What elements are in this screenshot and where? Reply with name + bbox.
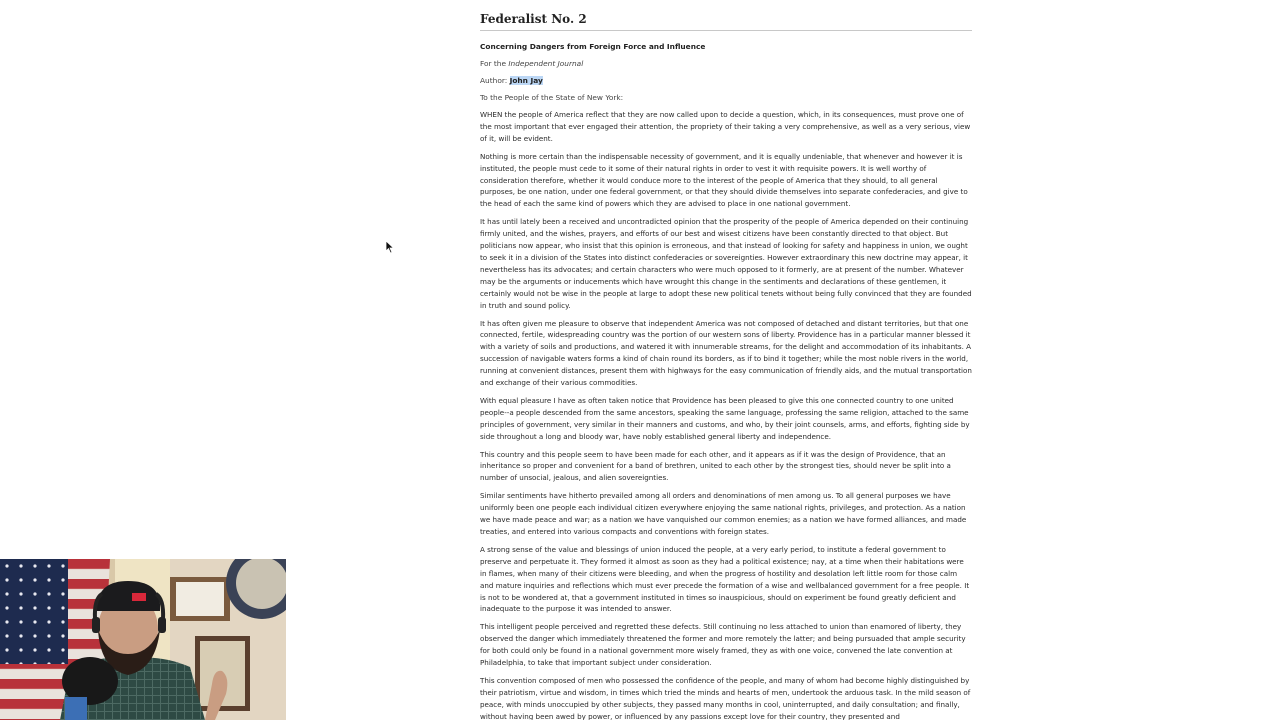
page-title: Federalist No. 2 xyxy=(480,0,972,31)
article-subtitle: Concerning Dangers from Foreign Force and Influence xyxy=(480,42,706,51)
publication-name: Independent Journal xyxy=(508,59,584,68)
paragraph: With equal pleasure I have as often taken notice that Providence has been pleased to give this one connected country to one united people--a people descended from the same ancestors, speaking the same language, professing the same religion, attached to the same principles of government, very similar in their manners and customs, and who, by their joint counsels, arms, and efforts, fighting side by side throughout a long and bloody war, have nobly established general liberty and independence. xyxy=(480,395,970,441)
paragraph: WHEN the people of America reflect that they are now called upon to decide a question, which, in its consequences, must prove one of the most important that ever engaged their attention, the propriety of their taking a very comprehensive, as well as a very serious, view of it, will be evident. xyxy=(480,110,971,143)
paragraph: It has until lately been a received and uncontradicted opinion that the prosperity of the people of America depended on their continuing firmly united, and the wishes, prayers, and efforts of our best and wisest citizens have been constantly directed to that object. But politicians now appear, who insist that this opinion is erroneous, and that instead of looking for safety and happiness in union, we ought to seek it in a division of the States into distinct confederacies or sovereignties. However extraordinary this new doctrine may appear, it nevertheless has its advocates; and certain characters who were much opposed to it formerly, are at present of the number. Whatever may be the arguments or inducements which have wrought this change in the sentiments and declarations of these gentlemen, it certainly would not be wise in the people at large to adopt these new political tenets without being fully convinced that they are founded in truth and sound policy. xyxy=(480,217,972,310)
paragraph: Nothing is more certain than the indispensable necessity of government, and it is equally undeniable, that whenever and however it is instituted, the people must cede to it some of their natural rights in order to vest it with requisite powers. It is well worthy of consideration therefore, whether it would conduce more to the interest of the people of America that they should, to all general purposes, be one nation, under one federal government, or that they should divide themselves into separate confederacies, and give to the head of each the same kind of powers which they are advised to place in one national government. xyxy=(480,151,968,209)
publication-prefix: For the xyxy=(480,59,509,68)
paragraph: This convention composed of men who possessed the confidence of the people, and many of whom had become highly distinguished by their patriotism, virtue and wisdom, in times which tried the minds and hearts of men, undertook the arduous task. In the mild season of peace, with minds unoccupied by other subjects, they passed many months in cool, uninterrupted, and daily consultation; and finally, without having been awed by power, or influenced by any passions except love for their country, they presented and xyxy=(480,675,971,720)
paragraph: It has often given me pleasure to observe that independent America was not composed of detached and distant territories, but that one connected, fertile, widespreading country was the portion of our western sons of liberty. Providence has in a particular manner blessed it with a variety of soils and productions, and watered it with innumerable streams, for the delight and accommodation of its inhabitants. A succession of navigable waters forms a kind of chain round its borders, as if to bind it together; while the most noble rivers in the world, running at convenient distances, present them with highways for the easy communication of friendly aids, and the mutual transportation and exchange of their various commodities. xyxy=(480,318,972,388)
webcam-overlay xyxy=(0,559,286,720)
paragraph: Similar sentiments have hitherto prevailed among all orders and denominations of men among us. To all general purposes we have uniformly been one people each individual citizen everywhere enjoying the same national rights, privileges, and protection. As a nation we have made peace and war; as a nation we have vanquished our common enemies; as a nation we have formed alliances, and made treaties, and entered into various compacts and conventions with foreign states. xyxy=(480,491,967,536)
mouse-cursor-icon xyxy=(385,240,395,254)
webcam-feed-image xyxy=(0,559,286,720)
salutation: To the People of the State of New York: xyxy=(480,93,624,102)
paragraph: This intelligent people perceived and regretted these defects. Still continuing no less attached to union than enamored of liberty, they observed the danger which immediately threatened the former and more remotely the latter; and being pursuaded that ample security for both could only be found in a national government more wisely framed, they as with one voice, convened the late convention at Philadelphia, to take that important subject under consideration. xyxy=(480,622,966,668)
author-label: Author: xyxy=(480,76,510,85)
paragraph: This country and this people seem to have been made for each other, and it appears as if it was the design of Providence, that an inheritance so proper and convenient for a band of brethren, united to each other by the strongest ties, should never be split into a number of unsocial, jealous, and alien sovereignties. xyxy=(480,449,951,483)
publication-line xyxy=(480,59,972,69)
article xyxy=(480,0,972,720)
author-line xyxy=(480,76,972,86)
author-name-selected[interactable]: John Jay xyxy=(509,76,543,85)
paragraph: A strong sense of the value and blessings of union induced the people, at a very early period, to institute a federal government to preserve and perpetuate it. They formed it almost as soon as they had a political existence; nay, at a time when their habitations were in flames, when many of their citizens were bleeding, and when the progress of hostility and desolation left little room for those calm and mature inquiries and reflections which must ever precede the formation of a wise and wellbalanced government for a free people. It is not to be wondered at, that a government instituted in times so inauspicious, should on experiment be found greatly deficient and inadequate to the purpose it was intended to answer. xyxy=(480,544,970,614)
